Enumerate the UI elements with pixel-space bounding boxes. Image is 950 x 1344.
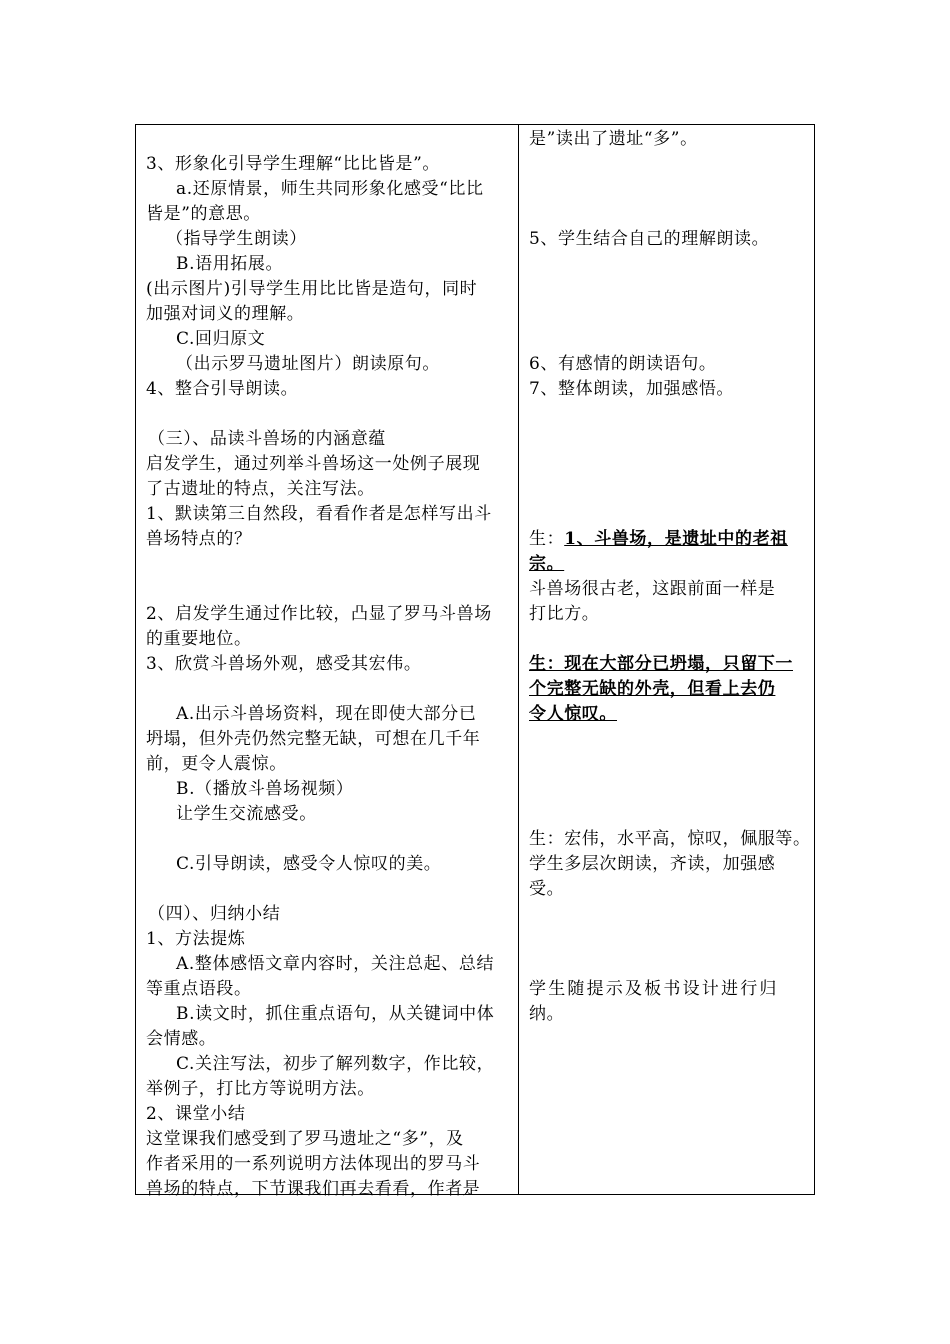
left-line: C.回归原文 [176, 329, 266, 349]
right-line: 受。 [529, 879, 565, 899]
left-line: B.读文时，抓住重点语句，从关键词中体 [176, 1004, 495, 1024]
left-line: （出示罗马遗址图片）朗读原句。 [176, 354, 440, 374]
left-line: 2、课堂小结 [146, 1104, 246, 1124]
left-line: 3、欣赏斗兽场外观，感受其宏伟。 [146, 654, 422, 674]
speaker-label: 生： [529, 529, 565, 549]
left-line: 2、启发学生通过作比较，凸显了罗马斗兽场 [146, 604, 492, 624]
left-line: 1、默读第三自然段，看看作者是怎样写出斗 [146, 504, 492, 524]
left-line: 坍塌，但外壳仍然完整无缺，可想在几千年 [146, 729, 481, 749]
left-line: 作者采用的一系列说明方法体现出的罗马斗 [146, 1154, 481, 1174]
right-line: 5、学生结合自己的理解朗读。 [529, 229, 770, 249]
left-line: B.（播放斗兽场视频） [176, 779, 354, 799]
left-line: 兽场特点的？ [146, 529, 252, 549]
left-line: a.还原情景，师生共同形象化感受“比比 [176, 179, 484, 199]
right-line: 学生多层次朗读，齐读，加强感 [529, 854, 776, 874]
right-line: 6、有感情的朗读语句。 [529, 354, 717, 374]
right-line: 学生随提示及板书设计进行归 [529, 979, 779, 999]
left-line: 这堂课我们感受到了罗马遗址之“多”，及 [146, 1129, 464, 1149]
left-line: 了古遗址的特点，关注写法。 [146, 479, 375, 499]
column-divider [518, 125, 519, 1194]
answer-bold: 个完整无缺的外壳，但看上去仍 [529, 679, 776, 699]
answer-bold: 生：现在大部分已坍塌，只留下一 [529, 654, 793, 674]
left-line: B.语用拓展。 [176, 254, 284, 274]
answer-bold: 1、斗兽场，是遗址中的老祖 [564, 529, 788, 549]
left-line: 兽场的特点，下节课我们再去看看，作者是 [146, 1179, 481, 1199]
left-line: 举例子，打比方等说明方法。 [146, 1079, 375, 1099]
left-line: 4、整合引导朗读。 [146, 379, 299, 399]
right-line: 是”读出了遗址“多”。 [529, 129, 698, 149]
left-line: A.出示斗兽场资料，现在即使大部分已 [176, 704, 477, 724]
section-heading: （四）、归纳小结 [148, 904, 281, 924]
left-line: （指导学生朗读） [166, 229, 307, 249]
left-line: C.引导朗读，感受令人惊叹的美。 [176, 854, 442, 874]
left-line: 让学生交流感受。 [176, 804, 317, 824]
left-line: A.整体感悟文章内容时，关注总起、总结 [176, 954, 495, 974]
left-line: 前，更令人震惊。 [146, 754, 287, 774]
left-line: 会情感。 [146, 1029, 217, 1049]
left-line: 3、形象化引导学生理解“比比皆是”。 [146, 154, 440, 174]
right-line: 纳。 [529, 1004, 565, 1024]
right-line: 斗兽场很古老，这跟前面一样是 [529, 579, 776, 599]
right-line: 生：宏伟，水平高，惊叹，佩服等。 [529, 829, 811, 849]
answer-bold: 令人惊叹。 [529, 704, 617, 724]
left-line: 启发学生，通过列举斗兽场这一处例子展现 [146, 454, 481, 474]
left-line: (出示图片)引导学生用比比皆是造句，同时 [146, 279, 478, 299]
left-line: 1、方法提炼 [146, 929, 246, 949]
left-line: 的重要地位。 [146, 629, 252, 649]
left-line: 加强对词义的理解。 [146, 304, 305, 324]
left-line: 等重点语段。 [146, 979, 252, 999]
answer-bold: 宗。 [529, 554, 565, 574]
left-line: 皆是”的意思。 [146, 204, 261, 224]
lesson-plan-table [135, 124, 815, 1199]
right-line: 打比方。 [529, 604, 600, 624]
student-answer [529, 528, 788, 550]
right-line: 7、整体朗读，加强感悟。 [529, 379, 735, 399]
left-line: C.关注写法，初步了解列数字，作比较， [176, 1054, 495, 1074]
section-heading: （三）、品读斗兽场的内涵意蕴 [148, 429, 386, 449]
